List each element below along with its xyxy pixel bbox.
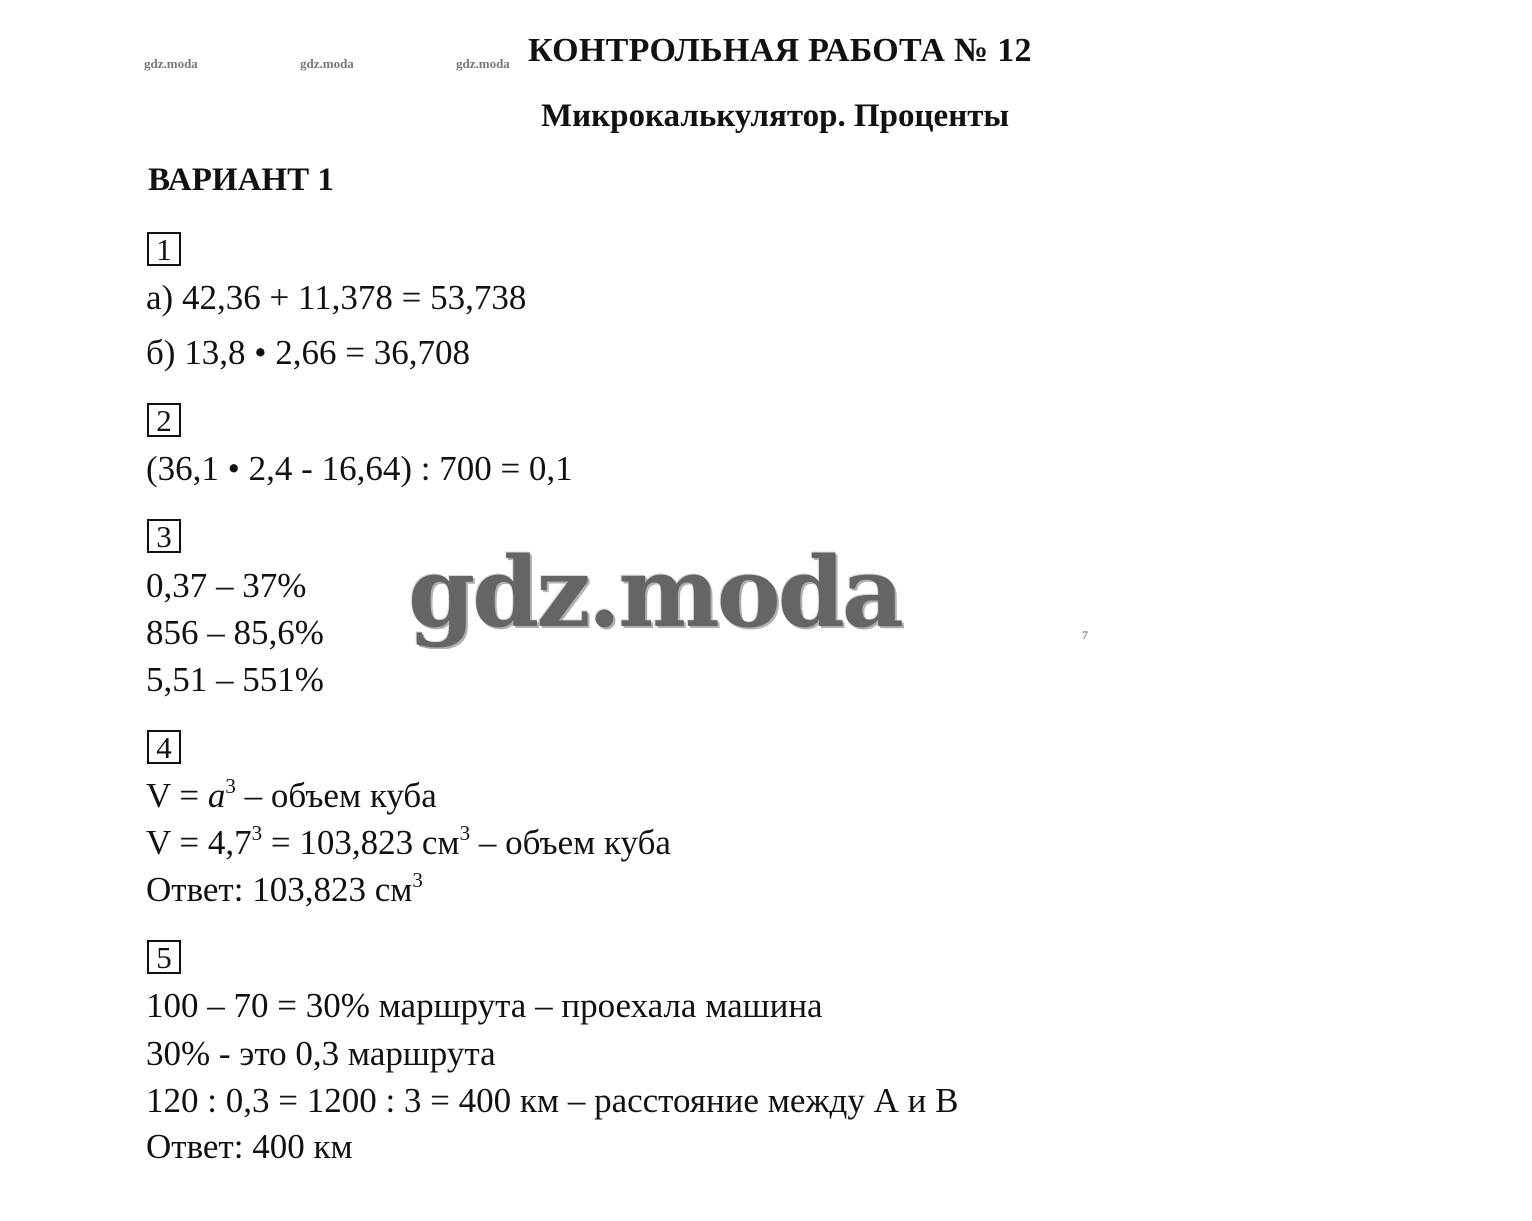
task-4-line-2-exp2: 3 (459, 821, 471, 845)
watermark-small-2: gdz.moda (300, 56, 354, 71)
variant-heading: ВАРИАНТ 1 (148, 162, 334, 198)
page-title: КОНТРОЛЬНАЯ РАБОТА № 12 (528, 32, 1032, 69)
task-number-3: 3 (147, 519, 181, 553)
task-4-line-1-exp: 3 (225, 774, 236, 798)
stray-mark: 7 (1082, 628, 1088, 642)
task-5-answer: Ответ: 400 км (146, 1127, 353, 1166)
page-subtitle: Микрокалькулятор. Проценты (541, 98, 1010, 134)
task-number-5: 5 (147, 940, 181, 974)
task-4-answer (146, 870, 423, 910)
task-4-line-2-post: – объем куба (470, 823, 671, 862)
task-3-line-2: 856 – 85,6% (146, 613, 324, 652)
task-4-line-2-mid: = 103,823 см (262, 823, 460, 862)
task-4-line-1 (146, 776, 437, 816)
task-number-2: 2 (147, 403, 181, 437)
task-4-line-2-exp1: 3 (251, 821, 263, 845)
task-5-line-3: 120 : 0,3 = 1200 : 3 = 400 км – расстояние между А и В (146, 1081, 959, 1120)
task-3-line-1: 0,37 – 37% (146, 566, 307, 605)
task-5-line-2: 30% - это 0,3 маршрута (146, 1034, 496, 1073)
task-4-line-2 (146, 823, 671, 863)
task-3-line-3: 5,51 – 551% (146, 660, 324, 699)
watermark-big: gdz.moda (408, 536, 902, 649)
task-4-line-2-pre: V = 4,7 (146, 823, 252, 862)
task-4-answer-pre: Ответ: 103,823 см (146, 870, 413, 909)
task-4-line-1-var: a (207, 776, 226, 815)
watermark-small-3: gdz.moda (456, 56, 510, 71)
watermark-small-1: gdz.moda (144, 56, 198, 71)
task-number-4: 4 (147, 730, 181, 764)
task-4-answer-exp: 3 (412, 868, 423, 892)
task-4-line-1-pre: V = (146, 776, 208, 815)
task-1-line-b: б) 13,8 • 2,66 = 36,708 (146, 333, 470, 372)
task-1-line-a: а) 42,36 + 11,378 = 53,738 (146, 278, 527, 317)
task-number-1: 1 (147, 232, 181, 266)
task-2-line: (36,1 • 2,4 - 16,64) : 700 = 0,1 (146, 449, 573, 488)
task-4-line-1-post: – объем куба (235, 776, 437, 815)
task-5-line-1: 100 – 70 = 30% маршрута – проехала машина (146, 986, 823, 1025)
